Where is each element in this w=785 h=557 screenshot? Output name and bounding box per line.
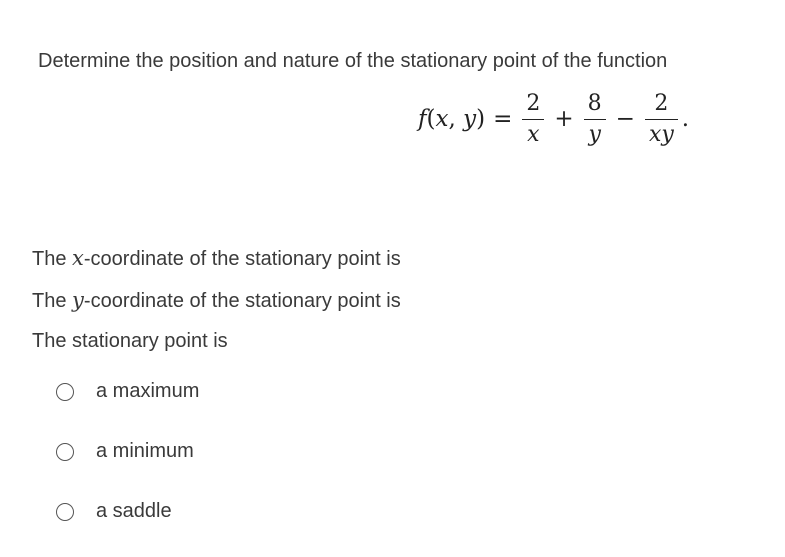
radio-button-saddle[interactable] xyxy=(56,503,74,521)
equation-period: . xyxy=(681,106,690,132)
x-prompt-var: x xyxy=(72,246,84,270)
lhs-paren-open: ( xyxy=(426,106,436,132)
option-minimum-label: a minimum xyxy=(96,440,194,462)
radio-button-minimum[interactable] xyxy=(56,443,74,461)
lhs-paren-close: ) xyxy=(476,106,486,132)
nature-prompt: The stationary point is xyxy=(32,330,228,352)
equals-sign: = xyxy=(493,106,513,132)
function-equation xyxy=(418,84,689,154)
fraction-2-numerator: 8 xyxy=(587,90,602,116)
y-prompt-suffix: -coordinate of the stationary point is xyxy=(83,290,401,312)
plus-sign: + xyxy=(554,106,574,132)
fraction-term-2 xyxy=(584,90,606,147)
x-prompt-suffix: -coordinate of the stationary point is xyxy=(83,248,401,270)
y-prompt-var: y xyxy=(72,288,84,312)
lhs-var-x: x xyxy=(435,106,449,132)
fraction-1-numerator: 2 xyxy=(526,90,541,116)
fraction-term-1 xyxy=(522,90,544,147)
lhs-comma: , xyxy=(448,106,464,132)
option-saddle-label: a saddle xyxy=(96,500,172,522)
lhs-var-y: y xyxy=(463,106,477,132)
x-prompt-prefix: The xyxy=(32,248,73,270)
fraction-3-denominator: xy xyxy=(648,121,674,147)
x-coordinate-prompt xyxy=(32,246,401,271)
function-symbol: f xyxy=(418,106,427,132)
option-saddle[interactable] xyxy=(56,500,172,523)
fraction-3-numerator: 2 xyxy=(654,90,669,116)
equation-lhs xyxy=(418,106,485,132)
fraction-term-3 xyxy=(645,90,678,147)
option-maximum-label: a maximum xyxy=(96,380,200,402)
option-minimum[interactable] xyxy=(56,440,194,463)
minus-sign: − xyxy=(615,106,635,132)
y-coordinate-prompt xyxy=(32,288,401,313)
question-text: Determine the position and nature of the stationary point of the function xyxy=(38,50,668,72)
fraction-1-denominator: x xyxy=(527,121,540,147)
fraction-2-denominator: y xyxy=(588,121,601,147)
y-prompt-prefix: The xyxy=(32,290,73,312)
radio-button-maximum[interactable] xyxy=(56,383,74,401)
option-maximum[interactable] xyxy=(56,380,199,403)
